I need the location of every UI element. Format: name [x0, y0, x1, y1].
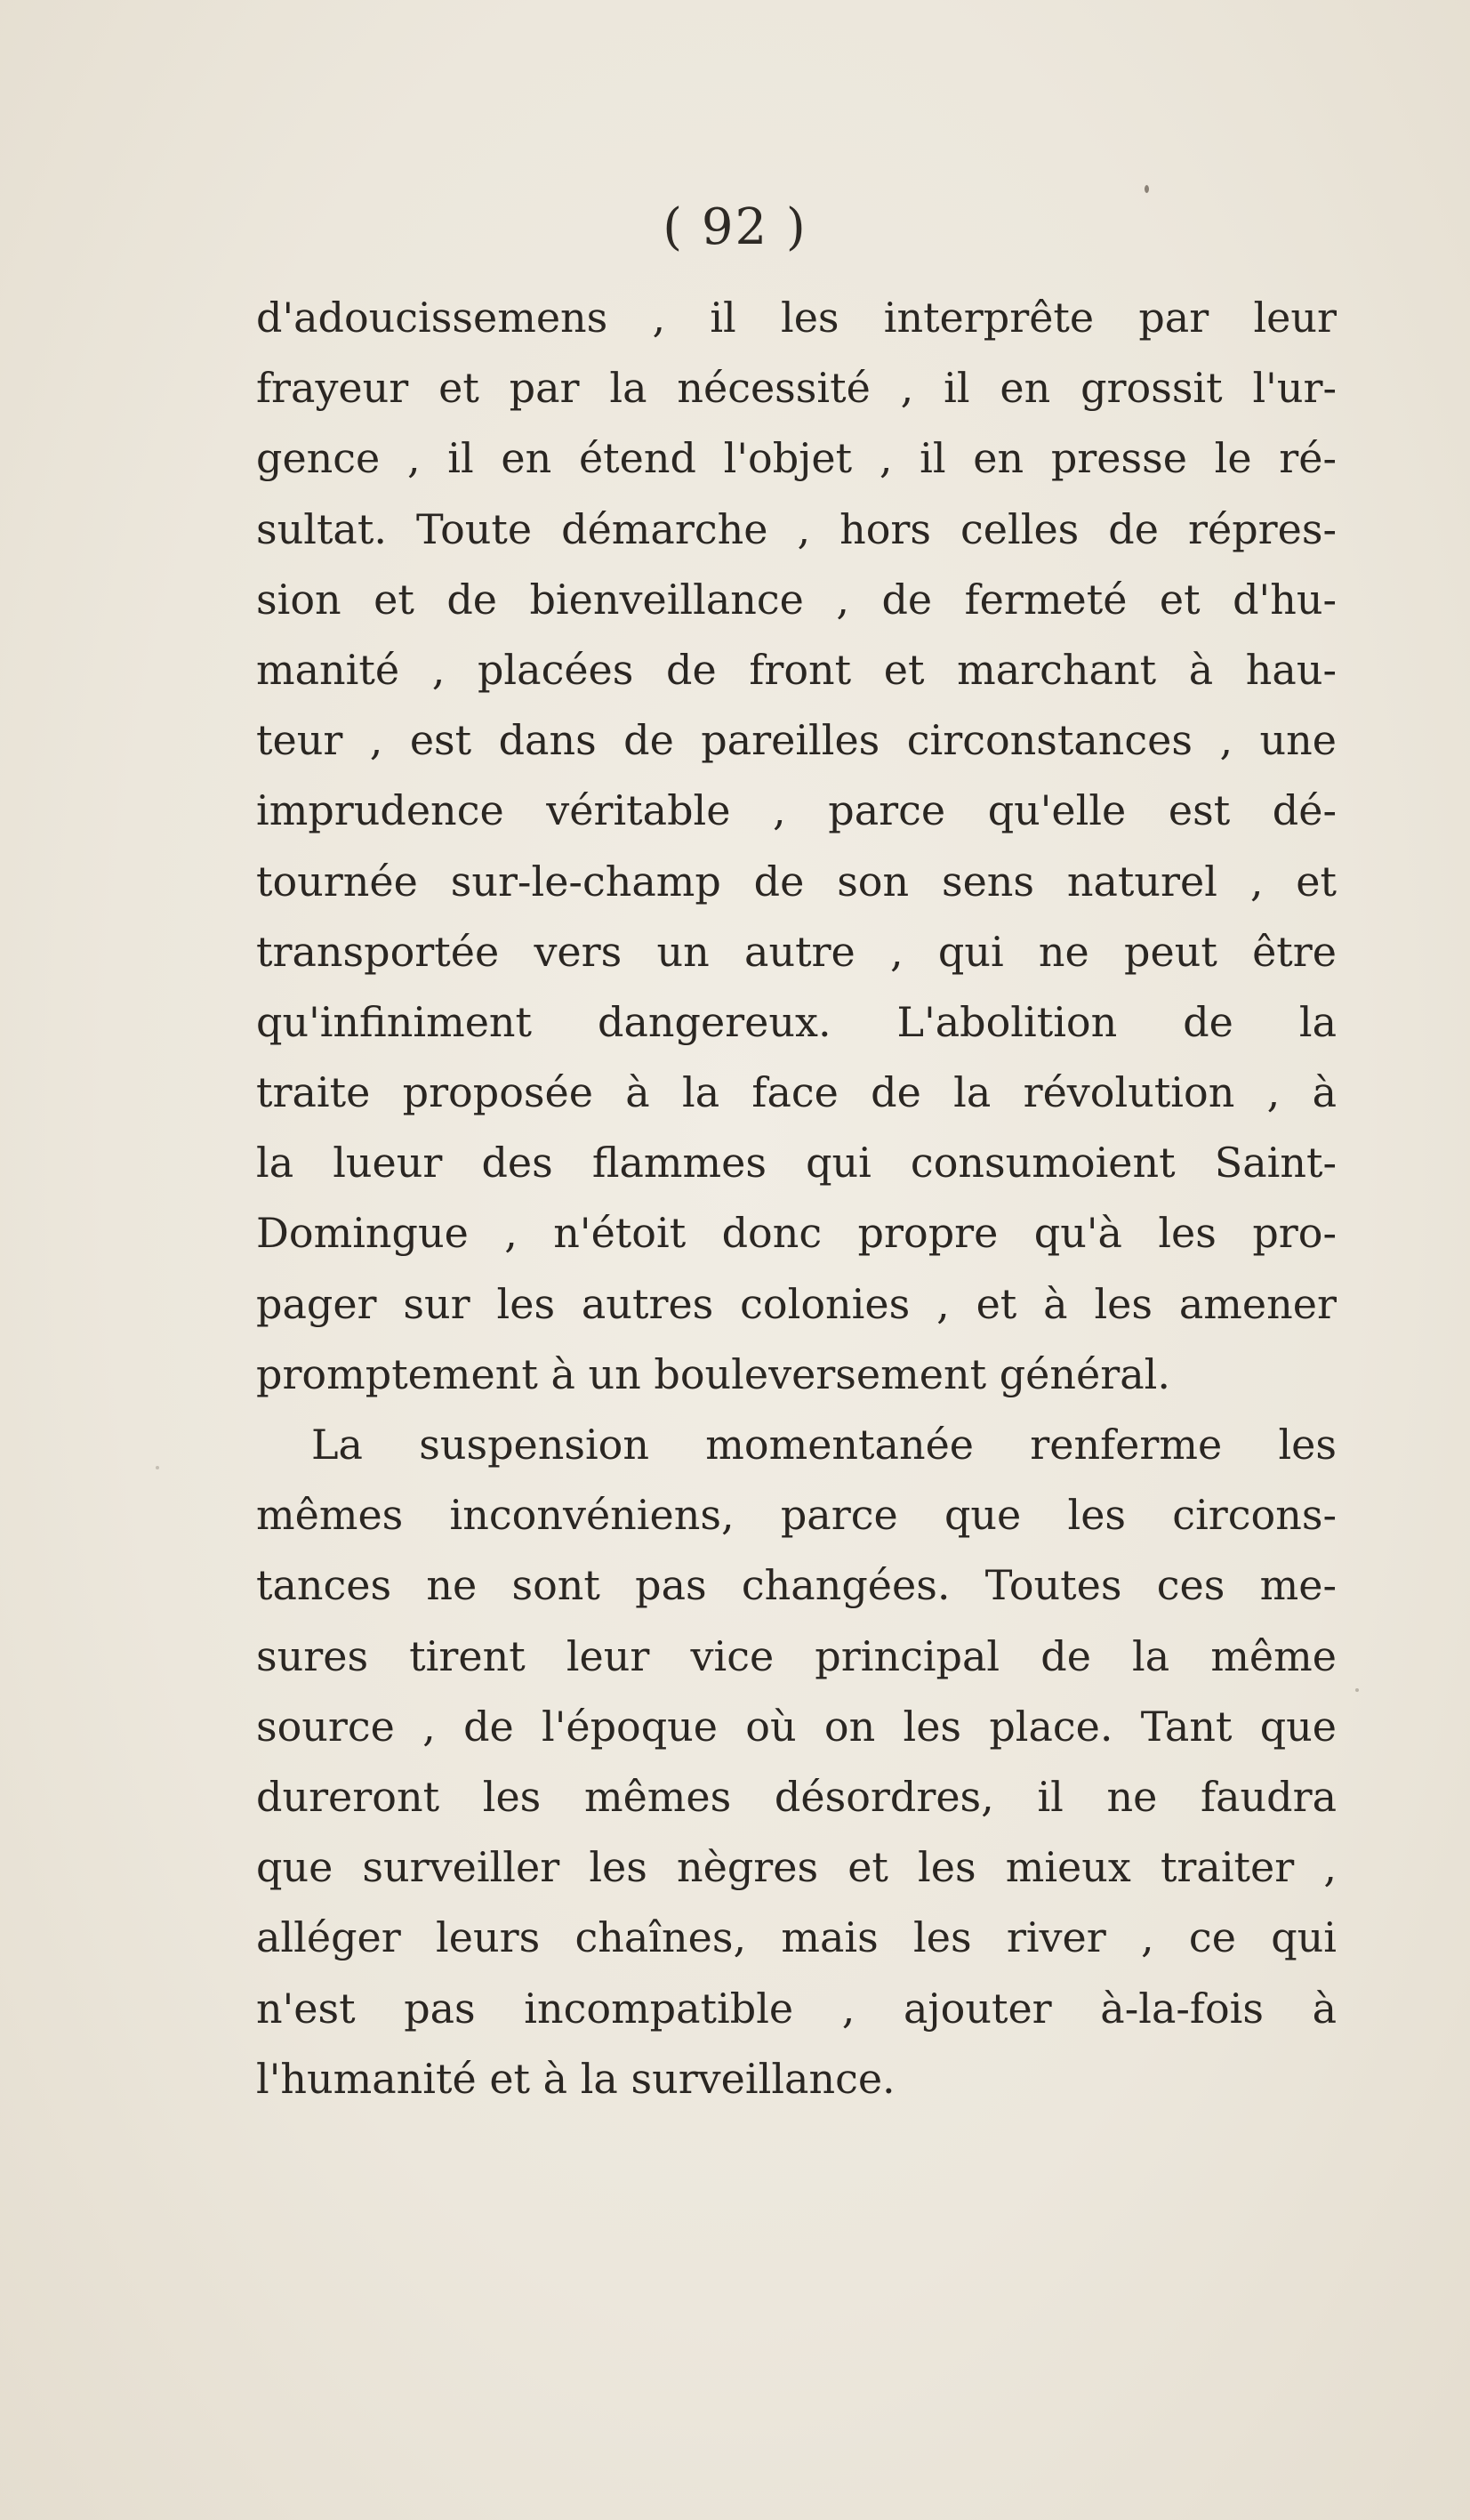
- text-line: l'humanité et à la surveillance.: [256, 2054, 896, 2103]
- text-line: la lueur des flammes qui consumoient Saint-: [256, 1139, 1337, 1188]
- paper-speck: [156, 1466, 159, 1469]
- text-line: traite proposée à la face de la révolution , à: [256, 1068, 1337, 1117]
- text-line: sures tirent leur vice principal de la même: [256, 1631, 1337, 1680]
- text-line: gence , il en étend l'objet , il en presse le ré-: [256, 434, 1337, 483]
- text-line: que surveiller les nègres et les mieux traiter ,: [256, 1843, 1337, 1892]
- text-line: Domingue , n'étoit donc propre qu'à les pro-: [256, 1209, 1337, 1258]
- paper-speck: [1145, 185, 1149, 193]
- text-line: tournée sur-le-champ de son sens naturel , et: [256, 857, 1337, 906]
- body-text: [256, 283, 1337, 2114]
- page-number: ( 92 ): [663, 198, 807, 256]
- text-line: sultat. Toute démarche , hors celles de répres-: [256, 504, 1337, 553]
- paper-speck: [1355, 1688, 1359, 1692]
- text-line: source , de l'époque où on les place. Tant que: [256, 1702, 1337, 1751]
- text-line: transportée vers un autre , qui ne peut être: [256, 927, 1337, 976]
- text-line: manité , placées de front et marchant à hau-: [256, 645, 1337, 694]
- text-line: pager sur les autres colonies , et à les amener: [256, 1279, 1337, 1328]
- text-line: qu'infiniment dangereux. L'abolition de la: [256, 997, 1337, 1046]
- text-line: sion et de bienveillance , de fermeté et d'hu-: [256, 575, 1337, 624]
- text-line: frayeur et par la nécessité , il en grossit l'ur-: [256, 364, 1337, 413]
- text-line: tances ne sont pas changées. Toutes ces me-: [256, 1561, 1337, 1610]
- text-line: d'adoucissemens , il les interprête par leur: [256, 294, 1337, 342]
- text-line: alléger leurs chaînes, mais les river , ce qui: [256, 1913, 1337, 1962]
- text-line: teur , est dans de pareilles circonstances , une: [256, 716, 1337, 765]
- text-line: dureront les mêmes désordres, il ne faudra: [256, 1772, 1337, 1821]
- text-line: La suspension momentanée renferme les: [311, 1421, 1337, 1469]
- text-line: n'est pas incompatible , ajouter à-la-fois à: [256, 1984, 1337, 2033]
- text-line: mêmes inconvéniens, parce que les circons-: [256, 1491, 1337, 1540]
- text-line: imprudence véritable , parce qu'elle est dé-: [256, 786, 1337, 835]
- text-line: promptement à un bouleversement général.: [256, 1349, 1170, 1398]
